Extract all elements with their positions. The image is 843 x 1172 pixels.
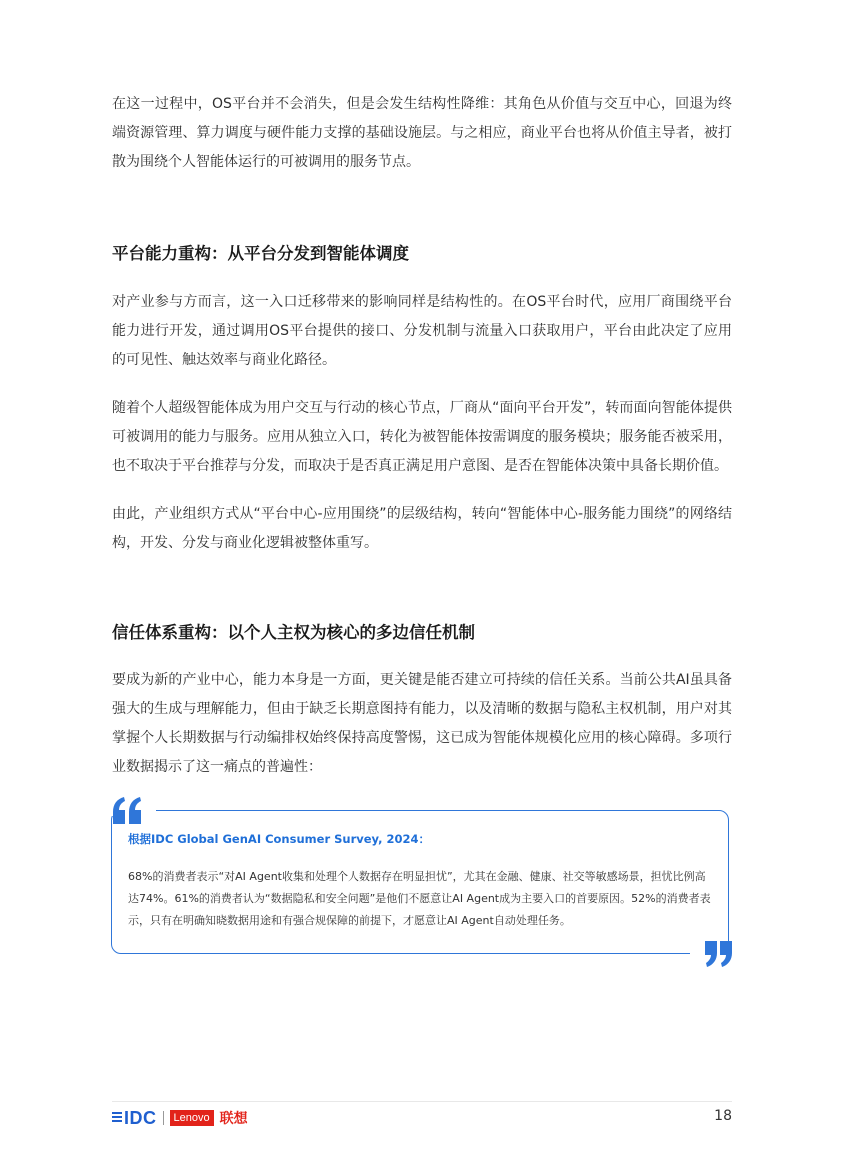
section-heading-trust: 信任体系重构：以个人主权为核心的多边信任机制 bbox=[112, 623, 475, 642]
idc-logo-bars-icon bbox=[112, 1112, 122, 1124]
quote-body: 68%的消费者表示“对AI Agent收集和处理个人数据存在明显担忧”，尤其在金融、健康、社交等敏感场景，担忧比例高达74%。61%的消费者认为“数据隐私和安全问题”是他们不愿意让AI Agent成为主要入口的首要原因。52%的消费者表示，只有在明确知晓数据用途和有强合规保障的前提下，才愿意让AI Agent自动处理任务。 bbox=[128, 870, 711, 927]
page-number: 18 bbox=[714, 1108, 732, 1124]
logo-separator bbox=[163, 1111, 164, 1125]
platform-paragraph-1: 对产业参与方而言，这一入口迁移带来的影响同样是结构性的。在OS平台时代，应用厂商围绕平台能力进行开发，通过调用OS平台提供的接口、分发机制与流量入口获取用户，平台由此决定了应用的可见性、触达效率与商业化路径。 bbox=[112, 294, 732, 368]
close-quote-icon bbox=[704, 940, 734, 968]
platform-paragraph-3: 由此，产业组织方式从“平台中心-应用围绕”的层级结构，转向“智能体中心-服务能力围绕”的网络结构，开发、分发与商业化逻辑被整体重写。 bbox=[112, 506, 732, 551]
intro-paragraph: 在这一过程中，OS平台并不会消失，但是会发生结构性降维：其角色从价值与交互中心，回退为终端资源管理、算力调度与硬件能力支撑的基础设施层。与之相应，商业平台也将从价值主导者，被打散为围绕个人智能体运行的可被调用的服务节点。 bbox=[112, 96, 732, 170]
idc-logo bbox=[112, 1108, 157, 1129]
open-quote-icon bbox=[111, 796, 143, 826]
idc-logo-text: IDC bbox=[124, 1107, 157, 1128]
lenovo-logo: Lenovo bbox=[170, 1110, 214, 1126]
lianxiang-logo: 联想 bbox=[219, 1111, 248, 1127]
section-heading-platform: 平台能力重构：从平台分发到智能体调度 bbox=[112, 244, 409, 263]
trust-paragraph: 要成为新的产业中心，能力本身是一方面，更关键是能否建立可持续的信任关系。当前公共AI虽具备强大的生成与理解能力，但由于缺乏长期意图持有能力，以及清晰的数据与隐私主权机制，用户对其掌握个人长期数据与行动编排权始终保持高度警惕，这已成为智能体规模化应用的核心障碍。多项行业数据揭示了这一痛点的普遍性： bbox=[112, 672, 732, 775]
platform-paragraph-2: 随着个人超级智能体成为用户交互与行动的核心节点，厂商从“面向平台开发”，转而面向智能体提供可被调用的能力与服务。应用从独立入口，转化为被智能体按需调度的服务模块；服务能否被采用，也不取决于平台推荐与分发，而取决于是否真正满足用户意图、是否在智能体决策中具备长期价值。 bbox=[112, 400, 732, 474]
footer-logos bbox=[112, 1107, 248, 1129]
footer-divider bbox=[112, 1101, 732, 1102]
quote-title: 根据IDC Global GenAI Consumer Survey, 2024： bbox=[128, 832, 431, 846]
